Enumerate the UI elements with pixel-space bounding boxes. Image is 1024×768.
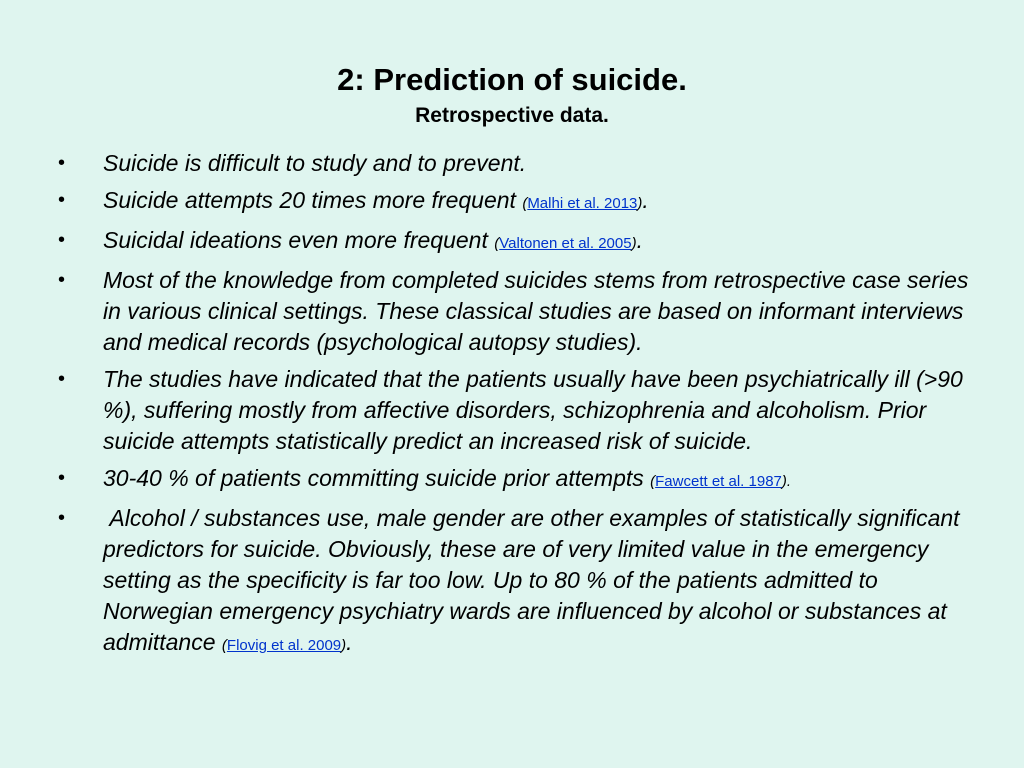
bullet-tail: . (642, 187, 649, 213)
slide-subtitle: Retrospective data. (415, 104, 609, 127)
bullet-icon: • (58, 269, 66, 291)
citation-link-fawcett[interactable]: Fawcett et al. 1987 (655, 473, 782, 490)
bullet-text: Alcohol / substances use, male gender are other examples of statistically significant predictors for suicide. Obviously, these are of very limited value in the emergency setting as the specificity is far too low. Up to 80 % of the patients admitted to Norwegian emergency psychiatry wards are influenced by alcohol or substances at admittance (103, 505, 966, 655)
citation-open: ( (221, 637, 227, 654)
bullet-icon: • (58, 152, 66, 174)
citation (494, 235, 636, 252)
bullet-list (0, 148, 1024, 667)
citation-link-malhi[interactable]: Malhi et al. 2013 (527, 195, 638, 212)
list-item (0, 225, 1024, 259)
bullet-icon: • (58, 229, 66, 251)
bullet-tail: . (636, 227, 643, 253)
citation (650, 473, 791, 490)
bullet-text: Suicide attempts 20 times more frequent (103, 187, 523, 213)
bullet-text: 30-40 % of patients committing suicide prior attempts (103, 465, 651, 491)
bullet-text: Suicide is difficult to study and to prevent. (103, 150, 527, 176)
citation-open: ( (494, 235, 500, 252)
citation-link-valtonen[interactable]: Valtonen et al. 2005 (499, 235, 632, 252)
citation-close: ) (341, 637, 347, 654)
citation-close: ) (631, 235, 637, 252)
bullet-text: The studies have indicated that the patients usually have been psychiatrically ill (>90 %), suffering mostly from affective disorders, schizophrenia and alcoholism. Prior suicide attempts statistically predict an increased risk of suicide. (103, 366, 963, 454)
list-item (0, 463, 1024, 497)
bullet-icon: • (58, 368, 66, 390)
bullet-icon: • (58, 189, 66, 211)
list-item (0, 265, 1024, 358)
bullet-text: Suicidal ideations even more frequent (103, 227, 495, 253)
list-item (0, 185, 1024, 219)
citation-open: ( (650, 473, 656, 490)
bullet-text: Most of the knowledge from completed suicides stems from retrospective case series in various clinical settings. These classical studies are based on informant interviews and medical records (psychological autopsy studies). (103, 267, 969, 355)
citation (522, 195, 642, 212)
citation-close: ). (781, 473, 792, 490)
citation (222, 637, 346, 654)
bullet-tail: . (346, 629, 353, 655)
list-item (0, 364, 1024, 457)
bullet-icon: • (58, 507, 66, 529)
citation-open: ( (522, 195, 528, 212)
citation-close: ) (637, 195, 643, 212)
citation-link-flovig[interactable]: Flovig et al. 2009 (226, 637, 342, 654)
bullet-icon: • (58, 467, 66, 489)
list-item (0, 148, 1024, 179)
slide-title: 2: Prediction of suicide. (337, 62, 687, 97)
list-item (0, 503, 1024, 661)
